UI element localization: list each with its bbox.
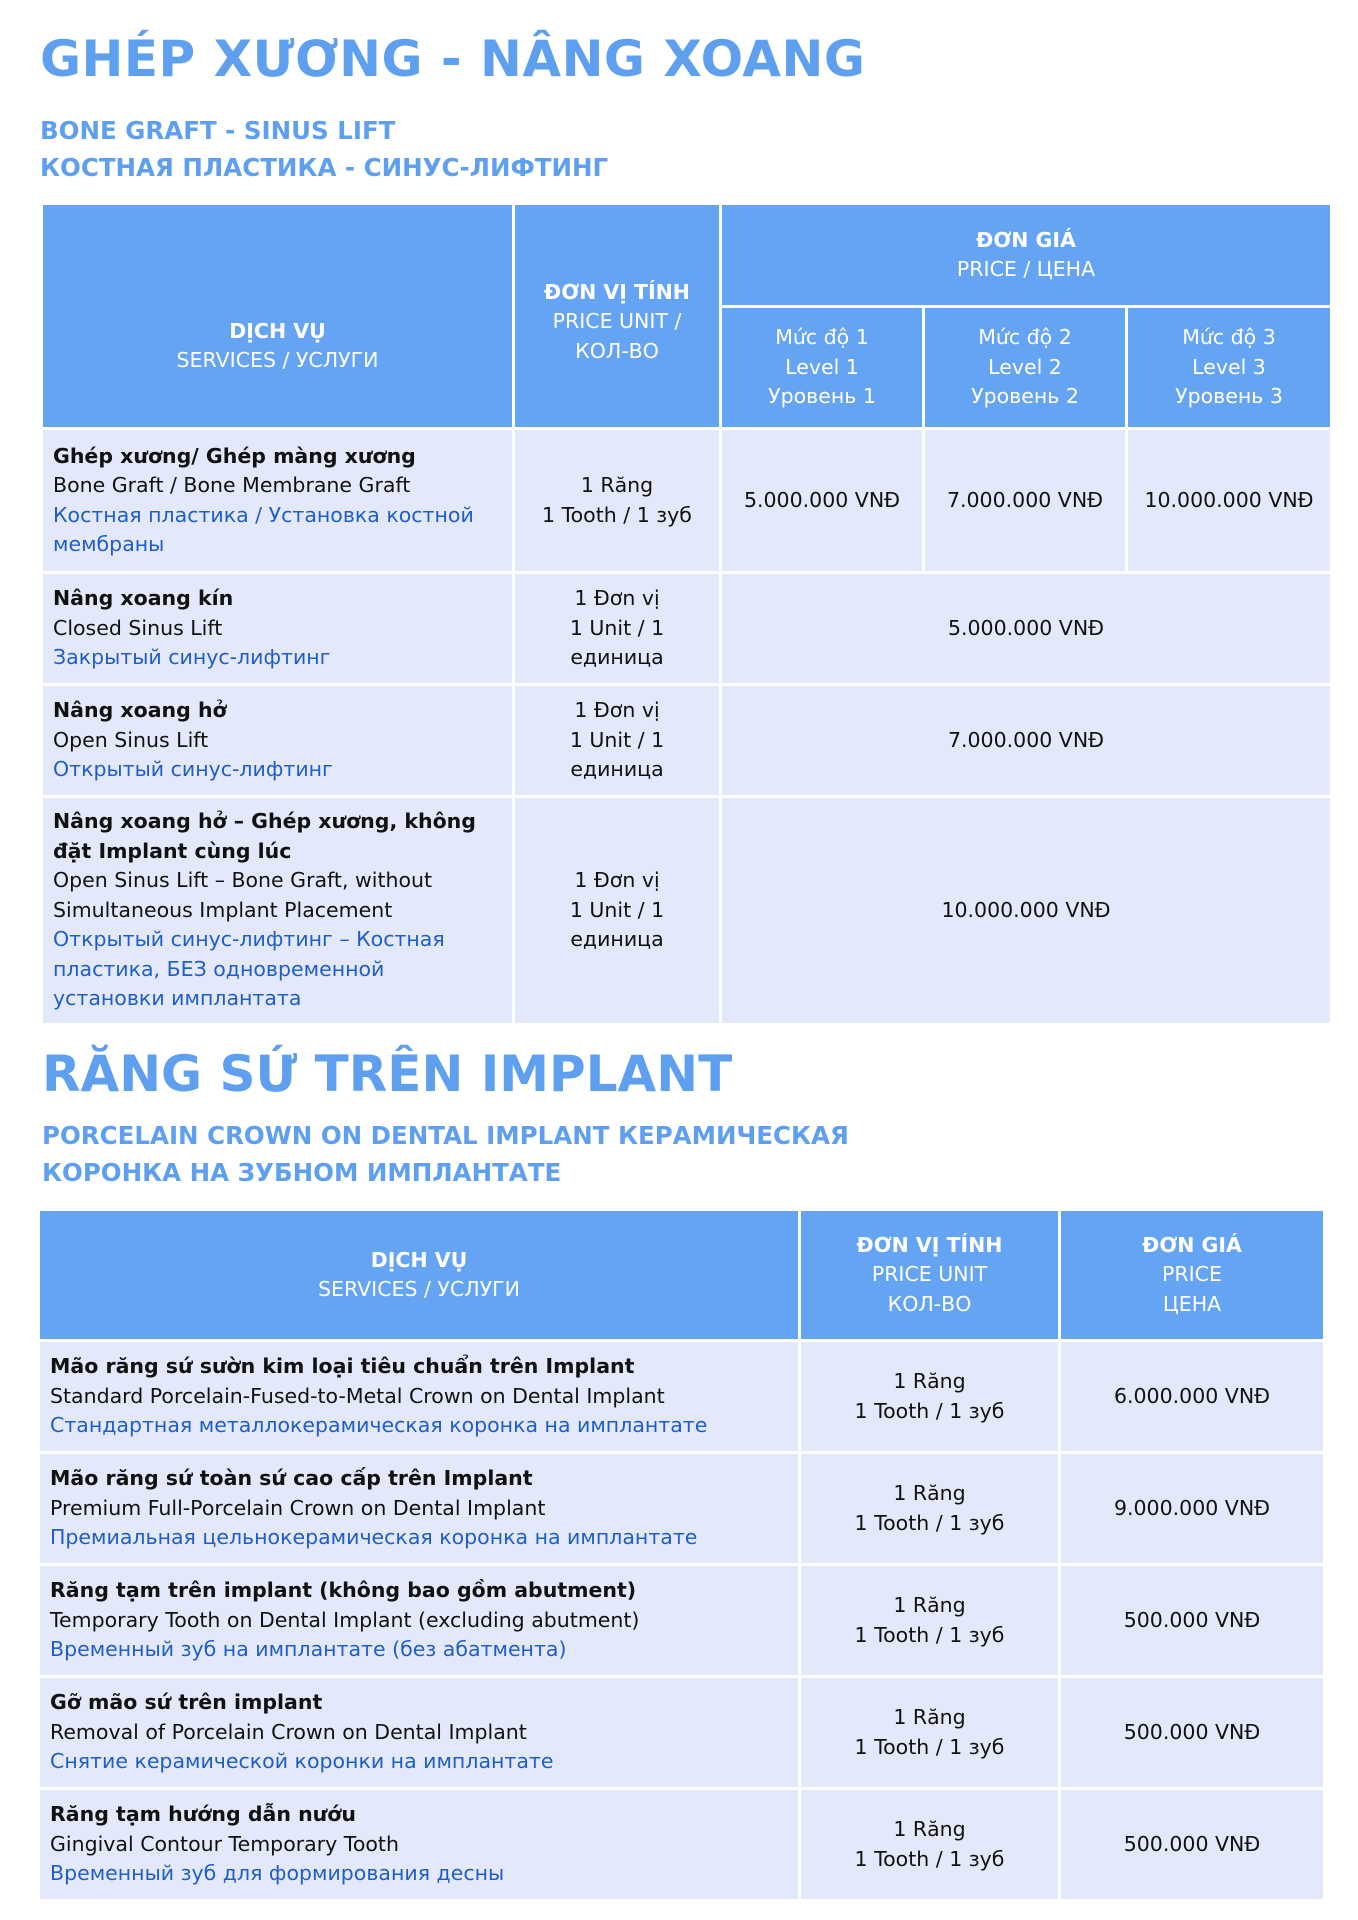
service-cell: [39, 1453, 800, 1565]
service-name-ru: Открытый синус-лифтинг – Костная пластика, БЕЗ одновременной установки имплантата: [53, 927, 445, 1011]
unit-header-en: PRICE UNIT: [871, 1262, 988, 1287]
unit-sub: 1 Tooth / 1 зуб: [854, 1622, 1005, 1647]
price-cell: 6.000.000 VNĐ: [1060, 1341, 1325, 1453]
unit-sub: 1 Unit / 1 единица: [569, 897, 665, 952]
price-level-2: 7.000.000 VNĐ: [924, 429, 1127, 573]
service-name-ru: Стандартная металлокерамическая коронка на имплантате: [50, 1413, 708, 1438]
service-name-en: Removal of Porcelain Crown on Dental Implant: [50, 1719, 527, 1744]
price-level-1: 5.000.000 VNĐ: [721, 429, 924, 573]
unit-cell: [800, 1789, 1060, 1901]
services-header-vn: DỊCH VỤ: [370, 1247, 468, 1272]
level-1-en: Level 1: [785, 354, 859, 379]
table-header-row: [42, 204, 1332, 307]
section2-subtitle: PORCELAIN CROWN ON DENTAL IMPLANT КЕРАМИЧЕСКАЯ КОРОНКА НА ЗУБНОМ ИМПЛАНТАТЕ: [42, 1121, 849, 1187]
service-name-ru: Временный зуб для формирования десны: [50, 1861, 505, 1886]
service-cell: [42, 797, 514, 1025]
table-row: [42, 429, 1332, 573]
service-name-vn: Răng tạm hướng dẫn nướu: [50, 1802, 356, 1827]
service-name-vn: Mão răng sứ toàn sứ cao cấp trên Implant: [50, 1466, 533, 1491]
unit-vn: 1 Đơn vị: [574, 586, 660, 611]
price-header-vn: ĐƠN GIÁ: [976, 227, 1076, 252]
service-name-en: Standard Porcelain-Fused-to-Metal Crown on Dental Implant: [50, 1383, 665, 1408]
section1-subtitle: [40, 112, 608, 186]
service-cell: [42, 429, 514, 573]
unit-cell: [514, 573, 721, 685]
unit-header-vn: ĐƠN VỊ TÍNH: [856, 1232, 1003, 1257]
price-header-vn: ĐƠN GIÁ: [1142, 1232, 1242, 1257]
price-cell: 500.000 VNĐ: [1060, 1565, 1325, 1677]
unit-vn: 1 Răng: [893, 1369, 966, 1393]
service-name-en: Open Sinus Lift – Bone Graft, without Simultaneous Implant Placement: [53, 868, 433, 922]
service-name-ru: Костная пластика / Установка костной мембраны: [53, 502, 474, 556]
unit-cell: [514, 797, 721, 1025]
price-cell: 7.000.000 VNĐ: [721, 685, 1332, 797]
service-name-vn: Ghép xương/ Ghép màng xương: [53, 443, 416, 468]
level-3-vn: Mức độ 3: [1182, 325, 1276, 350]
unit-header-vn: ĐƠN VỊ TÍNH: [544, 279, 690, 304]
price-cell: 10.000.000 VNĐ: [721, 797, 1332, 1025]
service-name-ru: Временный зуб на имплантате (без абатмента): [50, 1637, 567, 1662]
unit-cell: [514, 429, 721, 573]
service-name-vn: Nâng xoang hở – Ghép xương, không đặt Implant cùng lúc: [53, 809, 476, 863]
unit-vn: 1 Đơn vị: [574, 868, 660, 893]
implant-crown-price-table: [37, 1208, 1326, 1902]
unit-sub: 1 Tooth / 1 зуб: [854, 1734, 1005, 1759]
level-3-header: [1127, 307, 1332, 429]
table-header-row: [39, 1210, 1325, 1341]
service-cell: [42, 573, 514, 685]
unit-sub: 1 Tooth / 1 зуб: [854, 1398, 1005, 1423]
unit-sub: 1 Tooth / 1 зуб: [542, 502, 692, 527]
unit-cell: [514, 685, 721, 797]
service-name-vn: Nâng xoang hở: [53, 698, 227, 723]
unit-header: [514, 204, 721, 429]
price-header-sub: PRICE / ЦЕНА: [956, 257, 1096, 281]
service-name-vn: Răng tạm trên implant (không bao gồm abutment): [50, 1578, 637, 1603]
unit-vn: 1 Răng: [893, 1593, 966, 1617]
price-cell: 9.000.000 VNĐ: [1060, 1453, 1325, 1565]
price-cell: 500.000 VNĐ: [1060, 1677, 1325, 1789]
level-3-ru: Уровень 3: [1175, 384, 1283, 409]
unit-vn: 1 Răng: [580, 473, 654, 497]
level-2-vn: Mức độ 2: [978, 325, 1072, 350]
service-cell: [42, 685, 514, 797]
unit-vn: 1 Răng: [893, 1817, 966, 1841]
service-name-ru: Снятие керамической коронки на имплантате: [50, 1749, 554, 1774]
level-2-en: Level 2: [988, 354, 1062, 379]
price-header: [1060, 1210, 1325, 1341]
level-2-header: [924, 307, 1127, 429]
price-header-en: PRICE: [1162, 1262, 1222, 1287]
level-1-ru: Уровень 1: [768, 384, 876, 409]
table-row: [39, 1565, 1325, 1677]
unit-header-sub: PRICE UNIT / КОЛ-ВО: [552, 309, 682, 363]
service-name-ru: Закрытый синус-лифтинг: [53, 645, 331, 670]
service-name-en: Premium Full-Porcelain Crown on Dental Implant: [50, 1495, 546, 1520]
level-2-ru: Уровень 2: [971, 384, 1079, 409]
service-name-vn: Gỡ mão sứ trên implant: [50, 1690, 323, 1715]
unit-header: [800, 1210, 1060, 1341]
service-cell: [39, 1677, 800, 1789]
services-header-sub: SERVICES / УСЛУГИ: [318, 1277, 520, 1301]
unit-sub: 1 Tooth / 1 зуб: [854, 1846, 1005, 1871]
unit-cell: [800, 1453, 1060, 1565]
unit-cell: [800, 1341, 1060, 1453]
level-1-header: [721, 307, 924, 429]
table-row: [42, 573, 1332, 685]
price-level-3: 10.000.000 VNĐ: [1127, 429, 1332, 573]
unit-sub: 1 Unit / 1 единица: [569, 727, 665, 782]
service-name-ru: Открытый синус-лифтинг: [53, 757, 333, 782]
services-header-vn: DỊCH VỤ: [229, 318, 326, 343]
unit-cell: [800, 1677, 1060, 1789]
section1-title: GHÉP XƯƠNG - NÂNG XOANG: [40, 30, 866, 88]
price-header: [721, 204, 1332, 307]
price-header-ru: ЦЕНА: [1162, 1291, 1222, 1316]
service-name-en: Closed Sinus Lift: [53, 615, 223, 640]
table-row: [42, 685, 1332, 797]
service-name-en: Bone Graft / Bone Membrane Graft: [53, 473, 411, 497]
price-cell: 5.000.000 VNĐ: [721, 573, 1332, 685]
level-3-en: Level 3: [1192, 354, 1266, 379]
service-cell: [39, 1789, 800, 1901]
bone-graft-price-table: [40, 202, 1333, 1026]
unit-vn: 1 Răng: [893, 1481, 966, 1505]
level-1-vn: Mức độ 1: [775, 325, 869, 350]
service-name-vn: Nâng xoang kín: [53, 586, 234, 611]
table-row: [39, 1789, 1325, 1901]
unit-header-ru: КОЛ-ВО: [887, 1291, 972, 1316]
price-cell: 500.000 VNĐ: [1060, 1789, 1325, 1901]
service-name-en: Temporary Tooth on Dental Implant (excluding abutment): [50, 1607, 640, 1632]
unit-vn: 1 Đơn vị: [574, 698, 660, 723]
services-header-sub: SERVICES / УСЛУГИ: [176, 348, 379, 372]
table-row: [39, 1677, 1325, 1789]
service-name-vn: Mão răng sứ sườn kim loại tiêu chuẩn trên Implant: [50, 1354, 635, 1379]
section2-title: RĂNG SỨ TRÊN IMPLANT: [42, 1045, 733, 1103]
service-name-ru: Премиальная цельнокерамическая коронка на имплантате: [50, 1525, 698, 1550]
table-row: [39, 1341, 1325, 1453]
section1-subtitle-ru: КОСТНАЯ ПЛАСТИКА - СИНУС-ЛИФТИНГ: [40, 153, 609, 182]
services-header: [39, 1210, 800, 1341]
unit-vn: 1 Răng: [893, 1705, 966, 1729]
service-name-en: Open Sinus Lift: [53, 727, 209, 752]
table-row: [39, 1453, 1325, 1565]
services-header: [42, 204, 514, 429]
service-cell: [39, 1565, 800, 1677]
service-name-en: Gingival Contour Temporary Tooth: [50, 1831, 399, 1856]
unit-sub: 1 Unit / 1 единица: [569, 615, 665, 670]
unit-cell: [800, 1565, 1060, 1677]
service-cell: [39, 1341, 800, 1453]
table-row: [42, 797, 1332, 1025]
unit-sub: 1 Tooth / 1 зуб: [854, 1510, 1005, 1535]
section1-subtitle-en: BONE GRAFT - SINUS LIFT: [40, 116, 396, 145]
